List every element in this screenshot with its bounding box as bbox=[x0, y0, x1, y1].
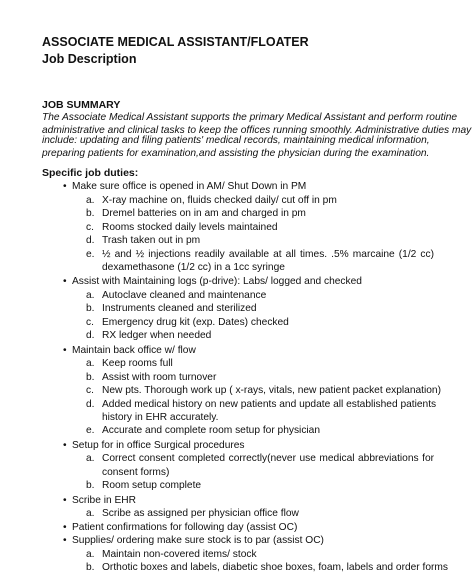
document-title: ASSOCIATE MEDICAL ASSISTANT/FLOATER bbox=[42, 35, 309, 49]
duty-label: Supplies/ ordering make sure stock is to par (assist OC) bbox=[72, 535, 324, 547]
bullet-icon: • bbox=[63, 521, 67, 533]
duty-subitem-continued: dexamethasone (1/2 cc) in a 1cc syringe bbox=[102, 262, 285, 273]
duty-label: Patient confirmations for following day (assist OC) bbox=[72, 521, 298, 533]
job-description-document: ASSOCIATE MEDICAL ASSISTANT/FLOATER Job Description JOB SUMMARY The Associate Medical Assistant supports the primary Medical Assistant and perform routine administrative and clinical tasks to keep the offices running smoothly. Administrative duties may include: updating and filing patients' medical records, maintaining medical information, preparing patients for examination,and assisting the physician during the examination. Specific job duties: • Make sure office is opened in AM/ Shut Down in PM a. X-ray machine on, fluids checked daily/ cut off in pm b. Dremel batteries on in am and charged in pm c. Rooms stocked daily levels maintained d. Trash taken out in pm e. ½ and ½ injections readily available at all times. .5% marcaine (1/2 cc) dexamethasone (1/2 cc) in a 1cc syringe • Assist with Maintaining logs (p-drive): Labs/ logged and checked a. Autoclave cleaned and maintenance b. Instruments cleaned and sterilized c. Emergency drug kit (exp. Dates) checked d. RX ledger when needed • Maintain back office w/ flow a. Keep rooms full b. Assist with room turnover c. New pts. Thorough work up ( x-rays, vitals, new patient packet explanation) d. Added medical history on new patients and update all established patients history in EHR accurately. e. Accurate and complete room setup for physician • Setup for in office Surgical procedures a. Correct consent completed correctly(never use medical abbreviations for consent forms) b. Room setup complete • Scribe in EHR a. Scribe as assigned per physician office flow • Patient confirmations for following day (assist OC) • Supplies/ ordering make sure stock is to par (assist OC) a. Maintain non-covered items/ stock b. Orthotic boxes and labels, diabetic shoe boxes, foam, labels and order forms bbox=[42, 35, 472, 573]
summary-line: administrative and clinical tasks to keep the offices running smoothly. Administrative duties may bbox=[42, 125, 472, 137]
bullet-icon: • bbox=[63, 276, 67, 288]
bullet-icon: • bbox=[63, 181, 67, 193]
duty-subitem-continued: history in EHR accurately. bbox=[102, 412, 219, 423]
duty-label: Make sure office is opened in AM/ Shut Down in PM bbox=[72, 181, 307, 193]
summary-line: include: updating and filing patients' medical records, maintaining medical information, bbox=[42, 135, 430, 146]
duty-label: Scribe in EHR bbox=[72, 494, 136, 506]
bullet-icon: • bbox=[63, 494, 67, 506]
summary-heading: JOB SUMMARY bbox=[42, 98, 121, 111]
duty-label: Assist with Maintaining logs (p-drive): Labs/ logged and checked bbox=[72, 276, 362, 288]
summary-line: The Associate Medical Assistant supports the primary Medical Assistant and perform routine bbox=[42, 111, 458, 123]
bullet-icon: • bbox=[63, 344, 67, 356]
duty-label: Setup for in office Surgical procedures bbox=[72, 439, 245, 451]
duty-subitem-continued: consent forms) bbox=[102, 466, 170, 478]
bullet-icon: • bbox=[63, 535, 67, 547]
duties-heading: Specific job duties: bbox=[42, 166, 139, 179]
duty-label: Maintain back office w/ flow bbox=[72, 344, 196, 356]
summary-line: preparing patients for examination,and assisting the physician during the examination. bbox=[42, 147, 430, 159]
document-subtitle: Job Description bbox=[42, 52, 137, 67]
bullet-icon: • bbox=[63, 439, 67, 451]
